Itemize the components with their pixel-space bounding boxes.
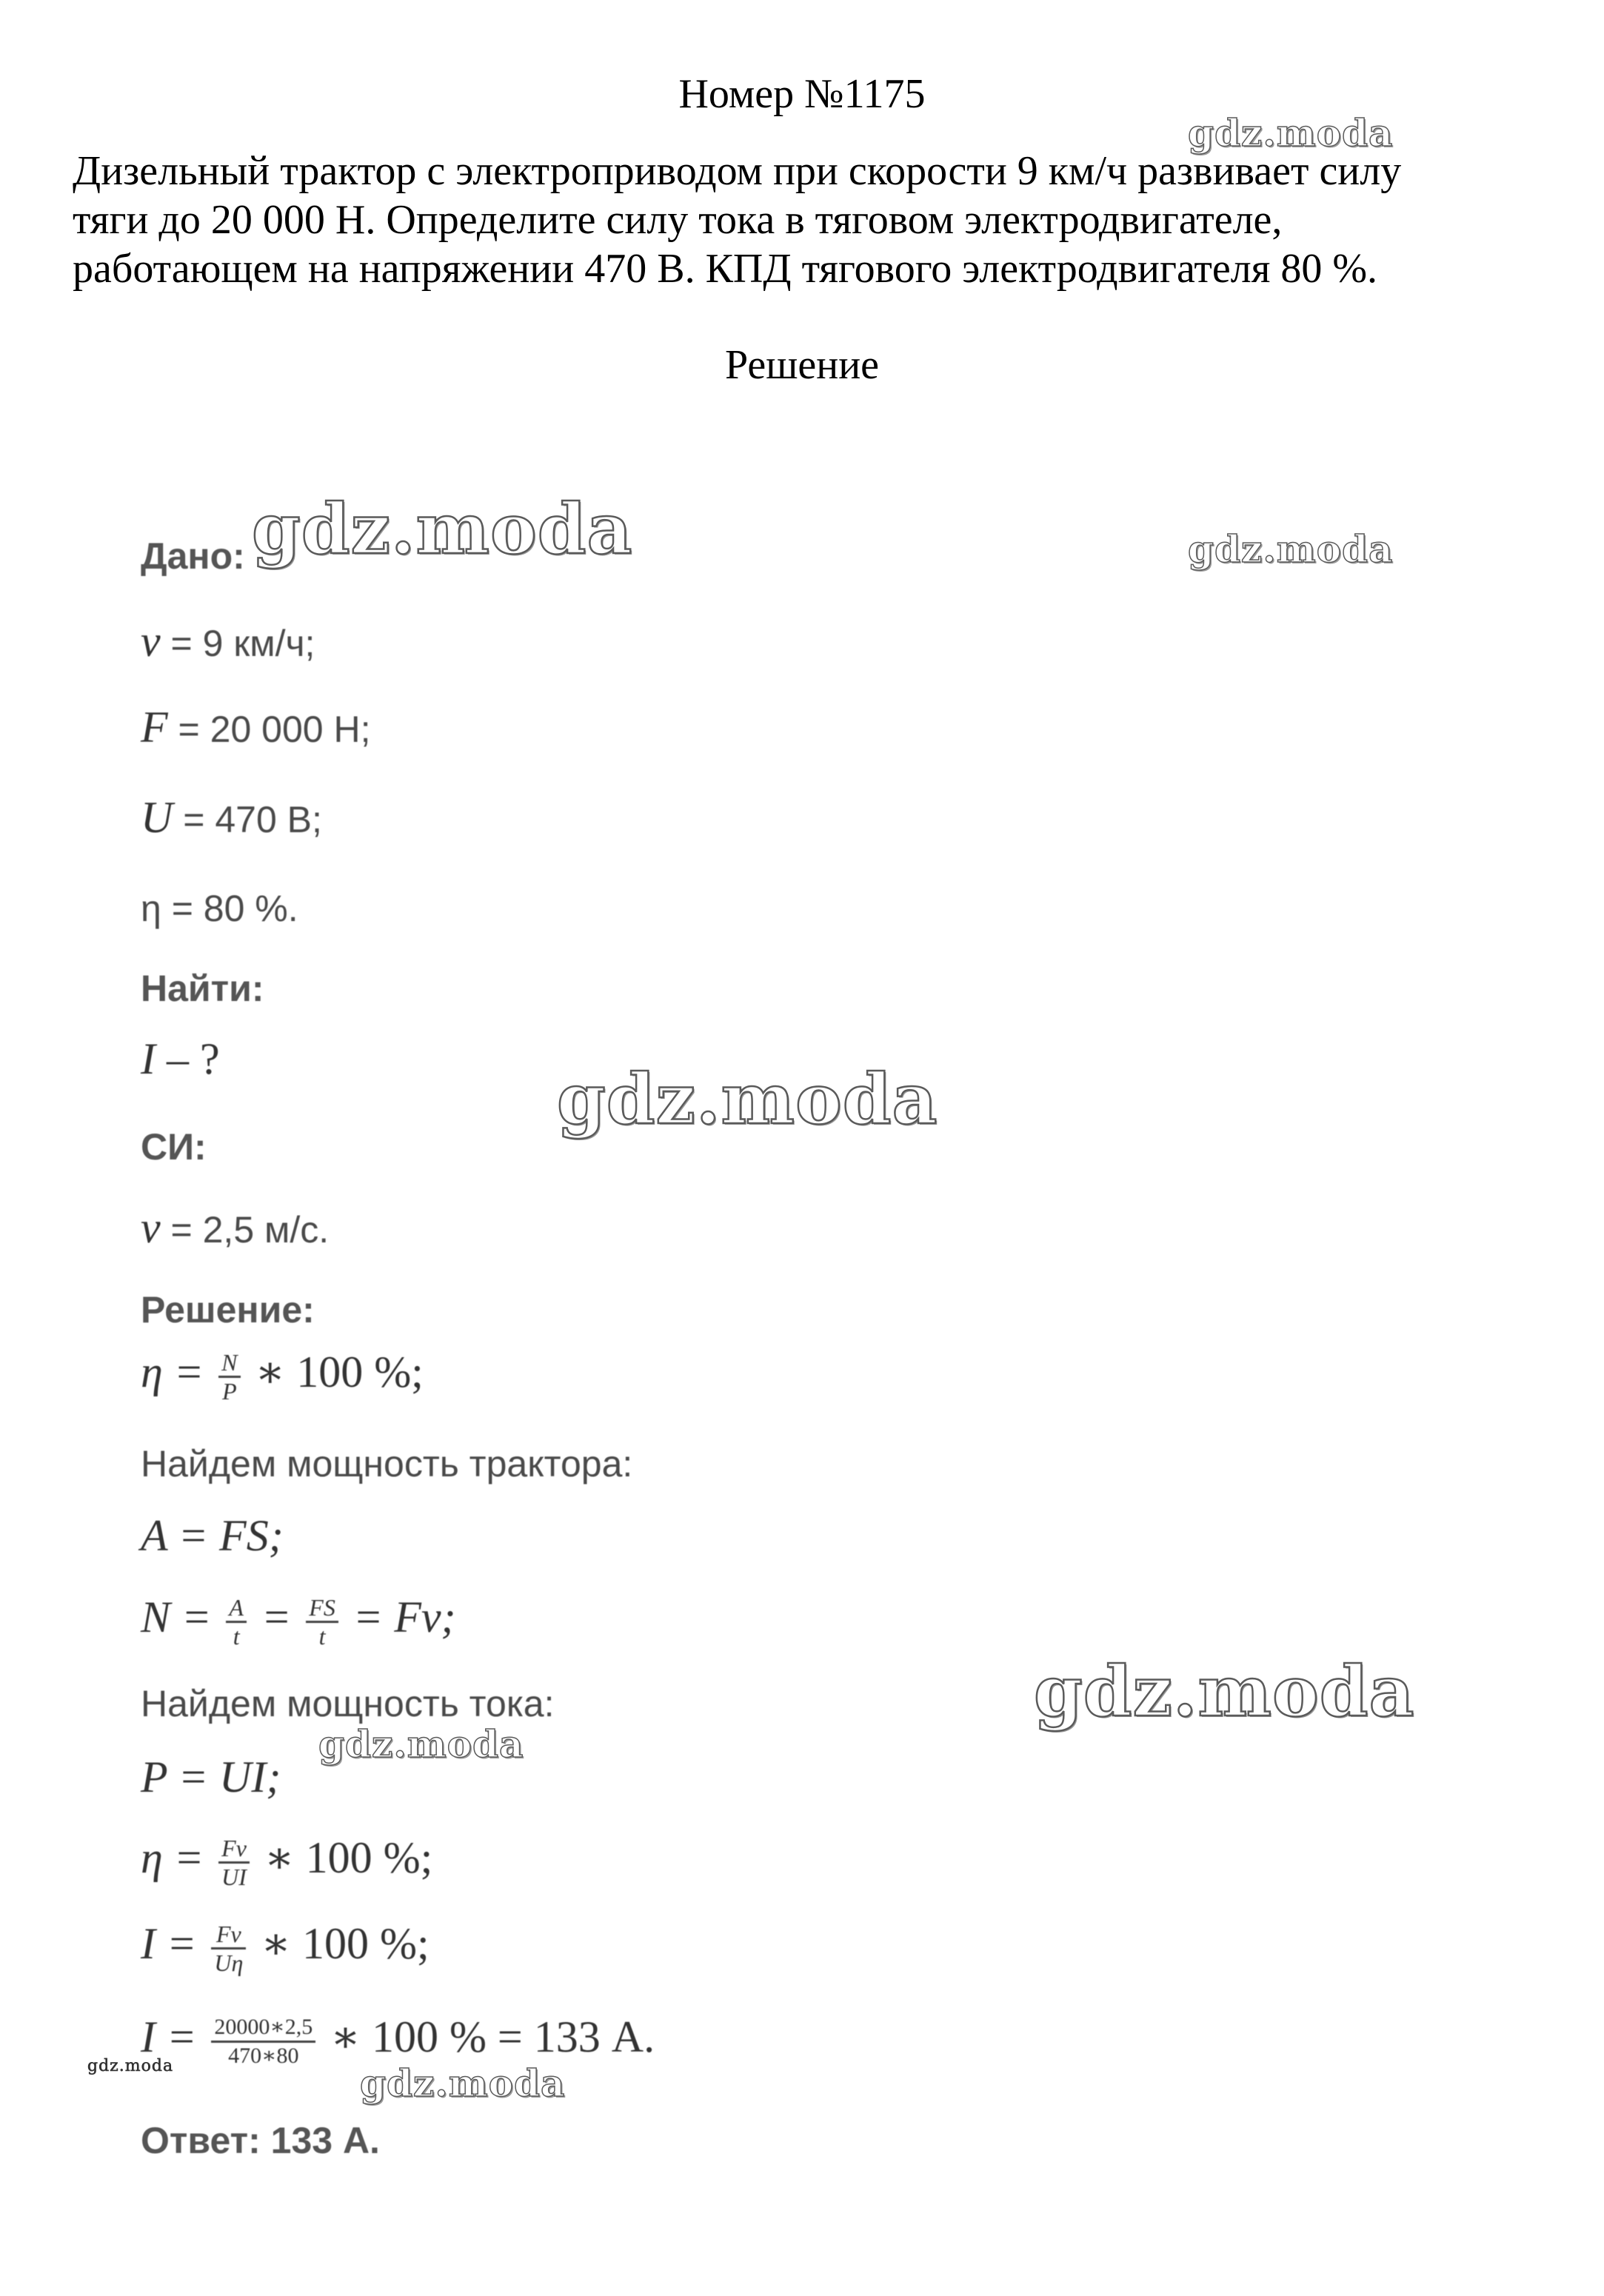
solution-heading: Решение bbox=[724, 342, 880, 388]
si-label: СИ: bbox=[141, 1126, 207, 1168]
problem-line: тяги до 20 000 Н. Определите силу тока в тяговом электродвигателе, bbox=[73, 197, 1283, 243]
equation-efficiency-expanded: η = $\frac{Fv}{UI}$ ∗ 100 %; bbox=[141, 1833, 433, 1891]
find-current: I – ? bbox=[141, 1034, 220, 1083]
given-efficiency: η = 80 %. bbox=[141, 888, 298, 929]
si-velocity: v = 2,5 м/с. bbox=[141, 1203, 330, 1252]
fraction: $\frac{20000∗2,5}{470∗80}$ bbox=[211, 2014, 315, 2069]
answer: Ответ: 133 А. bbox=[141, 2120, 380, 2161]
fraction: $\frac{FS}{t}$ bbox=[306, 1594, 338, 1650]
given-force: F = 20 000 Н; bbox=[141, 703, 371, 752]
fraction: $\frac{A}{t}$ bbox=[226, 1594, 247, 1650]
solution-label: Решение: bbox=[141, 1289, 315, 1331]
equation-electric-power: P = UI; bbox=[141, 1753, 281, 1801]
fraction: $\frac{Fv}{UI}$ bbox=[218, 1835, 250, 1890]
fraction: $\frac{N}{P}$ bbox=[218, 1349, 240, 1405]
problem-title: Номер №1175 bbox=[678, 71, 926, 117]
text-tractor-power: Найдем мощность трактора: bbox=[141, 1443, 633, 1485]
find-label: Найти: bbox=[141, 968, 264, 1009]
watermark: gdz.moda bbox=[252, 489, 633, 570]
text-current-power: Найдем мощность тока: bbox=[141, 1683, 555, 1724]
watermark: gdz.moda bbox=[87, 2057, 174, 2075]
problem-line: работающем на напряжении 470 В. КПД тягового электродвигателя 80 %. bbox=[73, 246, 1378, 292]
given-voltage: U = 470 В; bbox=[141, 793, 322, 842]
watermark: gdz.moda bbox=[1034, 1651, 1415, 1733]
watermark: gdz.moda bbox=[1188, 527, 1394, 571]
given-velocity: v = 9 км/ч; bbox=[141, 617, 315, 666]
watermark: gdz.moda bbox=[360, 2061, 566, 2105]
watermark: gdz.moda bbox=[318, 1722, 524, 1766]
equation-work: A = FS; bbox=[141, 1511, 284, 1560]
watermark: gdz.moda bbox=[1188, 111, 1394, 155]
given-label: Дано: bbox=[141, 535, 245, 577]
problem-line: Дизельный трактор с электроприводом при скорости 9 км/ч развивает силу bbox=[73, 148, 1402, 194]
equation-current-value: I = $\frac{20000∗2,5}{470∗80}$ ∗ 100 % = 133 А. bbox=[141, 2012, 655, 2069]
fraction: $\frac{Fv}{U\eta}$ bbox=[211, 1921, 246, 1976]
watermark: gdz.moda bbox=[557, 1059, 938, 1140]
equation-efficiency: η = $\frac{N}{P}$ ∗ 100 %; bbox=[141, 1348, 424, 1405]
problem-statement bbox=[73, 147, 1524, 293]
equation-power: N = $\frac{A}{t}$ = $\frac{FS}{t}$ = Fv; bbox=[141, 1593, 456, 1650]
equation-current-formula: I = $\frac{Fv}{U\eta}$ ∗ 100 %; bbox=[141, 1919, 430, 1977]
